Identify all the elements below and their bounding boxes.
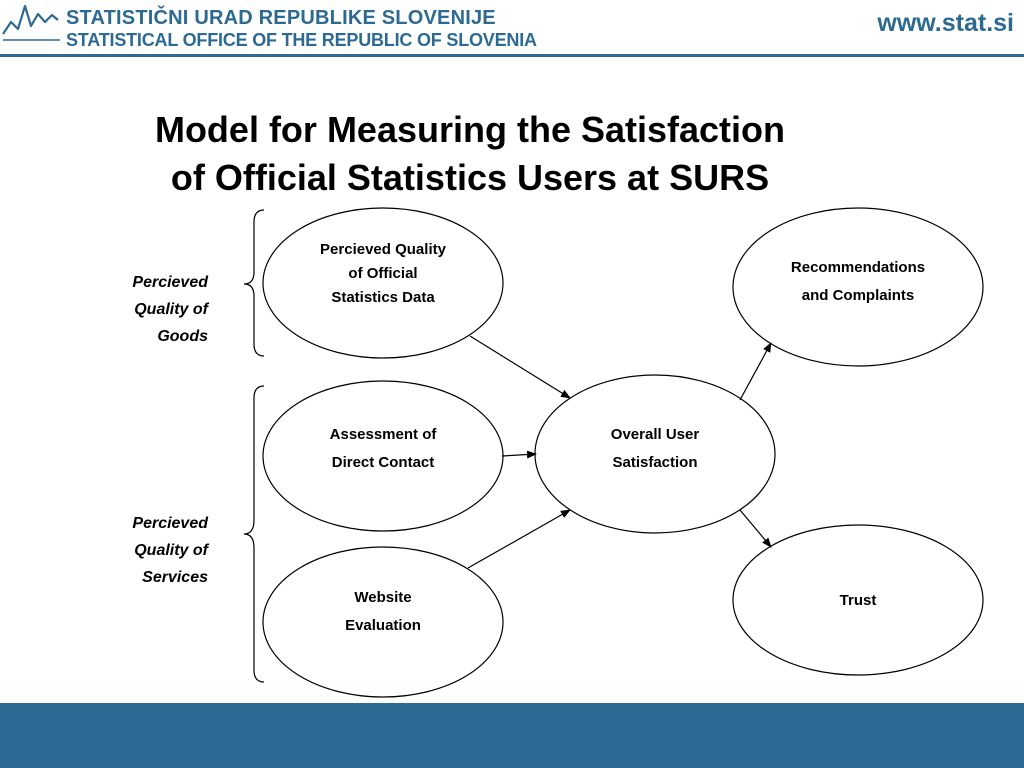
node-recommendations-line-2: and Complaints	[801, 287, 915, 304]
node-website-evaluation-line-2: Evaluation	[345, 617, 421, 634]
node-data-quality-label	[283, 238, 483, 310]
node-direct-contact-label	[283, 421, 483, 477]
node-direct-contact-line-1: Assessment of	[329, 426, 437, 443]
org-name-slovenian: STATISTIČNI URAD REPUBLIKE SLOVENIJE	[66, 7, 496, 29]
node-recommendations-line-1: Recommendations	[790, 259, 926, 276]
node-data-quality-line-2: of Official	[348, 265, 418, 282]
node-overall-satisfaction-label	[555, 421, 755, 477]
group-goods-line-1: Percieved	[132, 274, 208, 291]
node-direct-contact-line-2: Direct Contact	[331, 454, 435, 471]
group-services-line-2: Quality of	[134, 542, 208, 559]
slide-title-line-1: Model for Measuring the Satisfaction	[154, 109, 786, 150]
slide-title-line-2: of Official Statistics Users at SURS	[170, 157, 770, 198]
node-website-evaluation-label	[283, 584, 483, 640]
arrow-overall-to-recommendations	[740, 343, 771, 400]
goods-brace	[244, 210, 264, 356]
group-services-line-3: Services	[142, 569, 208, 586]
group-goods-line-3: Goods	[157, 328, 208, 345]
node-data-quality-line-3: Statistics Data	[331, 289, 435, 306]
group-services-line-1: Percieved	[132, 515, 208, 532]
org-name-english: STATISTICAL OFFICE OF THE REPUBLIC OF SLOVENIA	[66, 30, 537, 50]
arrow-direct-contact-to-overall	[502, 454, 536, 456]
node-website-evaluation-line-1: Website	[354, 589, 412, 606]
arrow-website-to-overall	[468, 510, 570, 568]
arrow-overall-to-trust	[740, 510, 771, 547]
node-overall-satisfaction-line-1: Overall User	[610, 426, 700, 443]
group-goods-line-2: Quality of	[134, 301, 208, 318]
group-label-goods	[90, 269, 208, 350]
arrow-data-quality-to-overall	[470, 336, 570, 398]
node-trust-line-1: Trust	[839, 592, 877, 609]
node-overall-satisfaction-line-2: Satisfaction	[612, 454, 698, 471]
footer-bar	[0, 703, 1024, 768]
node-trust-label	[758, 589, 958, 613]
node-recommendations-label	[748, 254, 968, 310]
services-brace	[244, 386, 264, 682]
group-label-services	[90, 510, 208, 591]
node-data-quality-line-1: Percieved Quality	[320, 241, 446, 258]
website-url[interactable]: www.stat.si	[877, 9, 1014, 37]
